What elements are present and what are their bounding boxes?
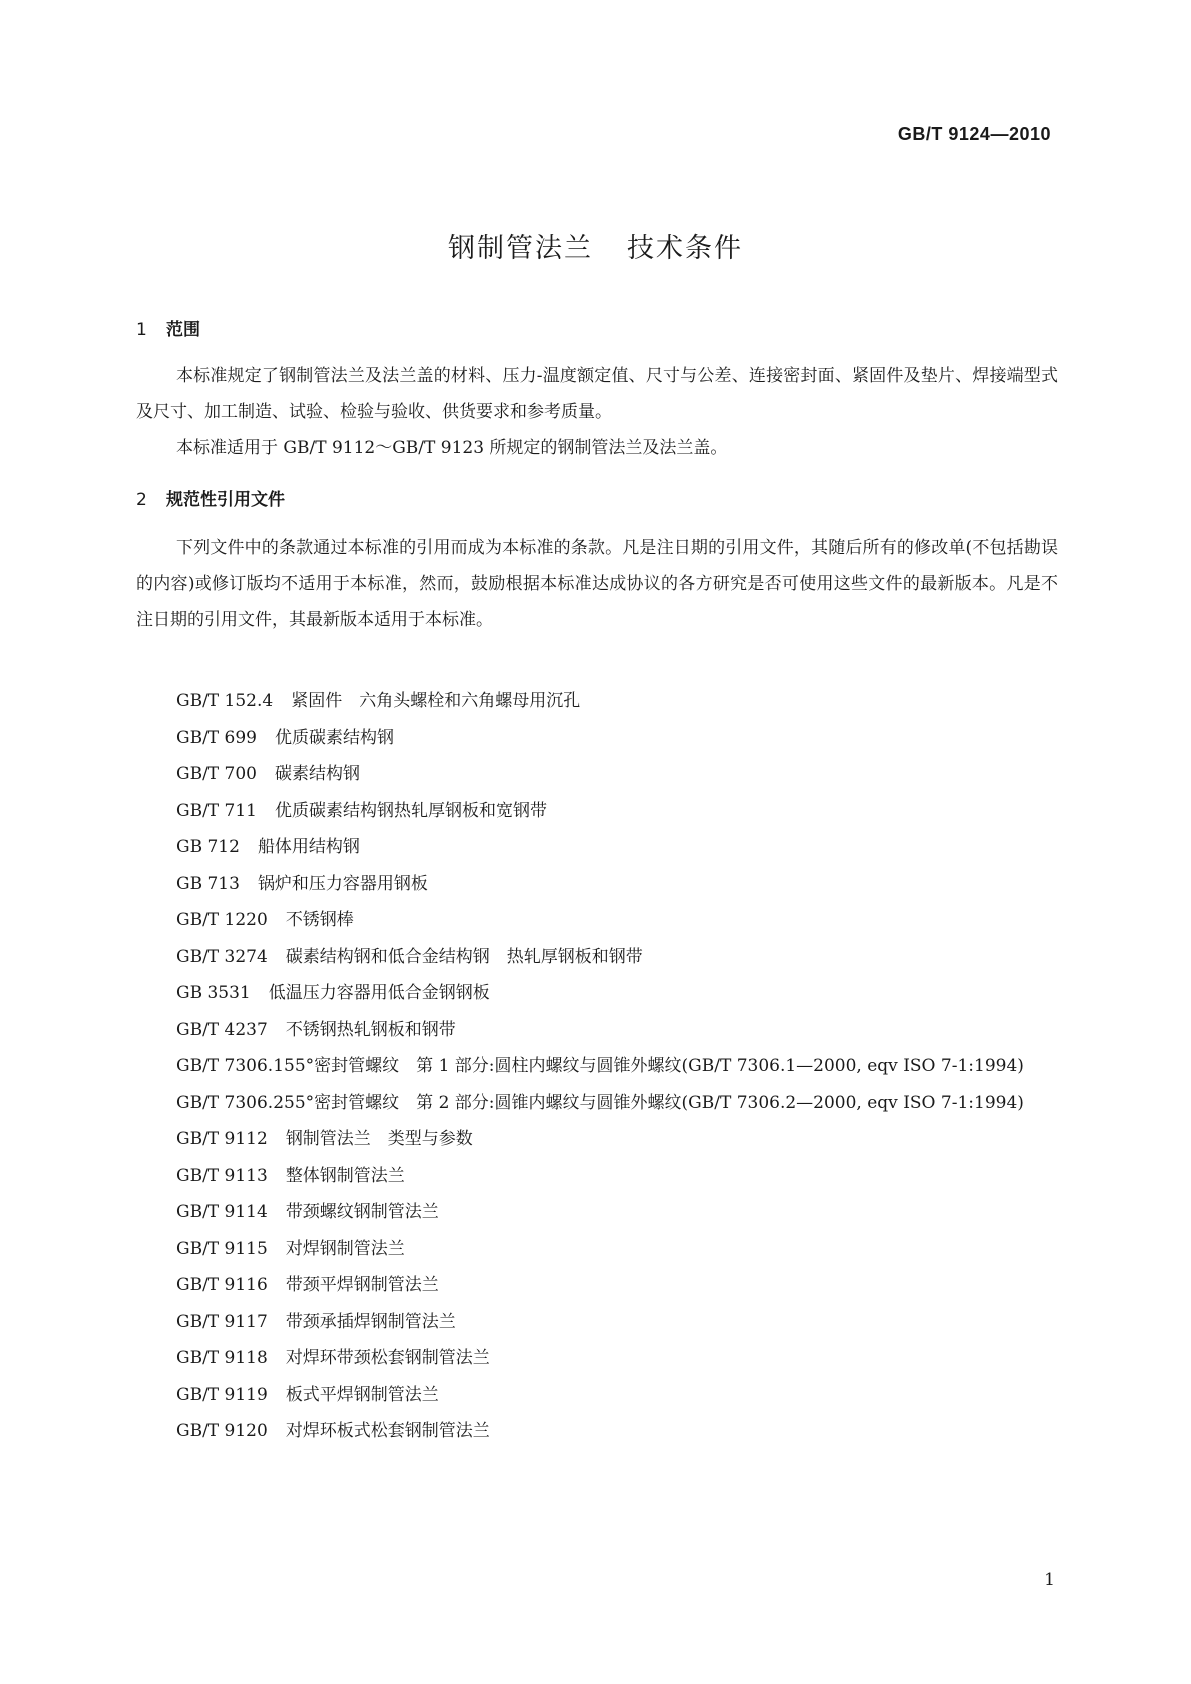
reference-item: [136, 1012, 1058, 1049]
section-2-heading: [136, 485, 285, 510]
reference-item: [136, 1340, 1058, 1377]
reference-item: [136, 720, 1058, 757]
reference-code: GB/T 9116: [176, 1275, 268, 1295]
reference-name: 碳素结构钢: [275, 764, 360, 784]
reference-name: 整体钢制管法兰: [285, 1165, 405, 1186]
reference-name: 对焊钢制管法兰: [285, 1238, 405, 1259]
reference-item: [136, 1085, 1058, 1122]
scope-paragraph-2: 本标准适用于 GB/T 9112～GB/T 9123 所规定的钢制管法兰及法兰盖。: [176, 438, 728, 458]
reference-code: GB/T 4237: [176, 1019, 268, 1040]
reference-item: [136, 1158, 1058, 1195]
reference-name: 55°密封管螺纹 第 2 部分:圆锥内螺纹与圆锥外螺纹(GB/T 7306.2—2000, eqv ISO 7-1:1994): [284, 1092, 1024, 1113]
section-1-title: 范围: [166, 320, 200, 340]
reference-name: 对焊环带颈松套钢制管法兰: [285, 1348, 490, 1368]
reference-item: [136, 1121, 1058, 1158]
reference-code: GB/T 9112: [176, 1129, 268, 1149]
reference-name: 带颈承插焊钢制管法兰: [285, 1311, 456, 1332]
reference-code: GB/T 1220: [176, 910, 268, 930]
reference-name: 低温压力容器用低合金钢钢板: [268, 983, 490, 1003]
reference-name: 55°密封管螺纹 第 1 部分:圆柱内螺纹与圆锥外螺纹(GB/T 7306.1—2000, eqv ISO 7-1:1994): [284, 1056, 1024, 1076]
reference-code: GB/T 7306.2: [176, 1092, 285, 1113]
reference-item: [136, 1377, 1058, 1414]
reference-list: [136, 683, 1058, 1450]
reference-name: 紧固件 六角头螺栓和六角螺母用沉孔: [291, 691, 581, 711]
reference-name: 优质碳素结构钢热轧厚钢板和宽钢带: [275, 800, 547, 821]
reference-code: GB 3531: [176, 983, 251, 1003]
reference-item: [136, 683, 1058, 720]
reference-item: [136, 793, 1058, 830]
reference-code: GB/T 152.4: [176, 691, 274, 711]
reference-item: [136, 756, 1058, 793]
reference-name: 带颈螺纹钢制管法兰: [285, 1202, 439, 1222]
standard-code: GB/T 9124—2010: [897, 124, 1051, 144]
reference-name: 不锈钢热轧钢板和钢带: [285, 1019, 456, 1040]
reference-item: [136, 1194, 1058, 1231]
page-number: 1: [1044, 1570, 1055, 1590]
reference-item: [136, 1267, 1058, 1304]
reference-name: 锅炉和压力容器用钢板: [257, 873, 428, 894]
reference-name: 板式平焊钢制管法兰: [285, 1384, 439, 1405]
reference-code: GB/T 699: [176, 727, 257, 748]
title-part2: 技术条件: [627, 233, 743, 264]
reference-item: [136, 975, 1058, 1012]
reference-code: GB/T 711: [176, 800, 257, 821]
reference-code: GB/T 9117: [176, 1311, 268, 1332]
reference-code: GB/T 700: [176, 764, 257, 784]
title-part1: 钢制管法兰: [448, 233, 593, 264]
document-title: [0, 226, 1191, 265]
reference-item: [136, 1048, 1058, 1085]
reference-code: GB/T 3274: [176, 946, 268, 967]
reference-name: 带颈平焊钢制管法兰: [285, 1275, 439, 1295]
references-intro: 下列文件中的条款通过本标准的引用而成为本标准的条款。凡是注日期的引用文件，其随后所有的修改单(不包括勘误的内容)或修订版均不适用于本标准，然而，鼓励根据本标准达成协议的各方研究是否可使用这些文件的最新版本。凡是不注日期的引用文件，其最新版本适用于本标准。: [136, 538, 1058, 630]
scope-paragraph-1: 本标准规定了钢制管法兰及法兰盖的材料、压力-温度额定值、尺寸与公差、连接密封面、紧固件及垫片、焊接端型式及尺寸、加工制造、试验、检验与验收、供货要求和参考质量。: [136, 366, 1058, 422]
reference-code: GB/T 9115: [176, 1238, 268, 1259]
reference-item: [136, 1413, 1058, 1450]
reference-item: [136, 1231, 1058, 1268]
section-1-heading: [136, 315, 200, 340]
reference-name: 船体用结构钢: [257, 837, 360, 857]
reference-code: GB/T 9118: [176, 1348, 268, 1368]
reference-code: GB 713: [176, 873, 240, 894]
reference-code: GB/T 9120: [176, 1421, 268, 1441]
reference-item: [136, 939, 1058, 976]
reference-code: GB 712: [176, 837, 240, 857]
section-2-number: 2: [136, 490, 147, 510]
reference-code: GB/T 9113: [176, 1165, 268, 1186]
reference-name: 钢制管法兰 类型与参数: [285, 1129, 473, 1149]
section-1-number: 1: [136, 320, 147, 340]
reference-item: [136, 1304, 1058, 1341]
reference-code: GB/T 7306.1: [176, 1056, 285, 1076]
reference-item: [136, 866, 1058, 903]
reference-name: 对焊环板式松套钢制管法兰: [285, 1421, 490, 1441]
reference-item: [136, 902, 1058, 939]
section-2-title: 规范性引用文件: [166, 490, 285, 510]
reference-name: 优质碳素结构钢: [275, 727, 394, 748]
reference-item: [136, 829, 1058, 866]
reference-name: 不锈钢棒: [285, 910, 354, 930]
reference-name: 碳素结构钢和低合金结构钢 热轧厚钢板和钢带: [285, 946, 643, 967]
reference-code: GB/T 9114: [176, 1202, 268, 1222]
reference-code: GB/T 9119: [176, 1384, 268, 1405]
